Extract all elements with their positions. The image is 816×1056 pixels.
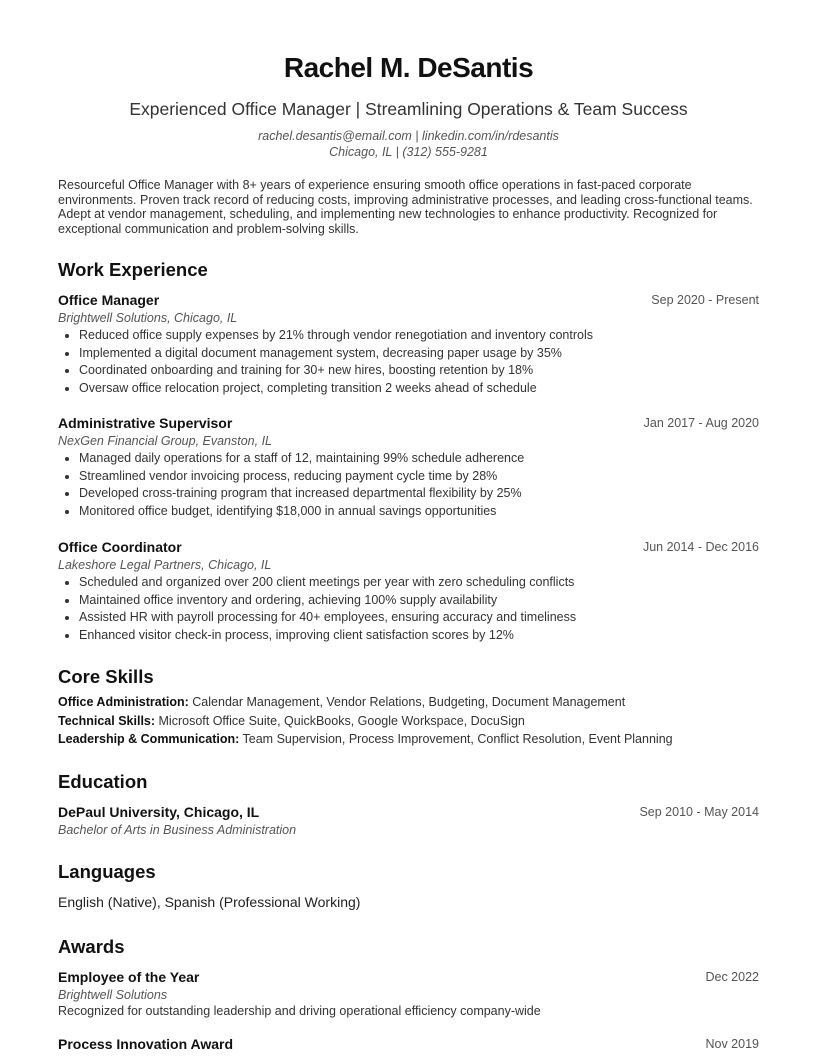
education-entry <box>58 804 759 839</box>
job-title: Administrative Supervisor <box>58 415 233 431</box>
award-title: Employee of the Year <box>58 969 200 985</box>
section-title-languages: Languages <box>58 861 156 882</box>
contact-line-location-phone: Chicago, IL | (312) 555-9281 <box>329 145 488 159</box>
skill-items: Team Supervision, Process Improvement, Conflict Resolution, Event Planning <box>242 732 673 746</box>
job-organization: Brightwell Solutions, Chicago, IL <box>58 311 238 325</box>
skill-items: Calendar Management, Vendor Relations, Budgeting, Document Management <box>192 695 626 709</box>
award-organization: Brightwell Solutions <box>58 988 168 1002</box>
list-item: • Streamlined vendor invoicing process, reducing payment cycle time by 28% <box>79 468 759 486</box>
list-item: • Enhanced visitor check-in process, improving client satisfaction scores by 12% <box>79 627 759 645</box>
skill-line-leadership-communication <box>58 732 673 746</box>
list-item: • Reduced office supply expenses by 21% through vendor renegotiation and inventory controls <box>79 327 759 345</box>
job-bullets <box>58 327 759 397</box>
contact-line-email-linkedin: rachel.desantis@email.com | linkedin.com/in/rdesantis <box>258 129 559 143</box>
job-dates: Jan 2017 - Aug 2020 <box>643 416 759 430</box>
award-title: Process Innovation Award <box>58 1036 234 1052</box>
award-date: Dec 2022 <box>705 970 759 984</box>
section-title-awards: Awards <box>58 936 125 957</box>
job-organization: Lakeshore Legal Partners, Chicago, IL <box>58 558 272 572</box>
candidate-name: Rachel M. DeSantis <box>283 52 534 83</box>
languages-text: English (Native), Spanish (Professional Working) <box>58 894 361 910</box>
job-entry-office-manager <box>58 292 759 397</box>
job-entry-administrative-supervisor <box>58 415 759 520</box>
list-item: • Coordinated onboarding and training for 30+ new hires, boosting retention by 18% <box>79 362 759 380</box>
list-item: • Monitored office budget, identifying $18,000 in annual savings opportunities <box>79 503 759 521</box>
section-title-work-experience: Work Experience <box>58 259 208 280</box>
skill-category: Technical Skills: <box>58 714 156 728</box>
section-title-education: Education <box>58 771 148 792</box>
skill-line-technical-skills <box>58 714 525 728</box>
education-dates: Sep 2010 - May 2014 <box>639 805 759 819</box>
skill-line-office-administration <box>58 695 625 709</box>
list-item: • Scheduled and organized over 200 client meetings per year with zero scheduling conflicts <box>79 574 759 592</box>
job-title: Office Coordinator <box>58 539 182 555</box>
job-bullets <box>58 574 759 644</box>
award-entry-process-innovation <box>58 1036 759 1054</box>
job-entry-office-coordinator <box>58 539 759 644</box>
list-item: • Assisted HR with payroll processing for 40+ employees, ensuring accuracy and timeliness <box>79 609 759 627</box>
list-item: • Oversaw office relocation project, completing transition 2 weeks ahead of schedule <box>79 380 759 398</box>
list-item: • Implemented a digital document management system, decreasing paper usage by 35% <box>79 345 759 363</box>
school-name: DePaul University, Chicago, IL <box>58 804 260 820</box>
job-bullets <box>58 450 759 520</box>
job-dates: Sep 2020 - Present <box>651 293 759 307</box>
award-entry-employee-of-the-year <box>58 969 759 1019</box>
skill-category: Office Administration: <box>58 695 189 709</box>
headline: Experienced Office Manager | Streamlining Operations & Team Success <box>129 99 688 119</box>
award-date: Nov 2019 <box>705 1037 759 1051</box>
job-organization: NexGen Financial Group, Evanston, IL <box>58 434 273 448</box>
job-title: Office Manager <box>58 292 160 308</box>
degree: Bachelor of Arts in Business Administration <box>58 823 297 837</box>
section-title-core-skills: Core Skills <box>58 666 154 687</box>
list-item: • Managed daily operations for a staff of 12, maintaining 99% schedule adherence <box>79 450 759 468</box>
job-dates: Jun 2014 - Dec 2016 <box>642 540 759 554</box>
list-item: • Developed cross-training program that increased departmental flexibility by 25% <box>79 485 759 503</box>
skill-items: Microsoft Office Suite, QuickBooks, Google Workspace, DocuSign <box>158 714 525 728</box>
professional-summary: Resourceful Office Manager with 8+ years of experience ensuring smooth office operations in fast-paced corporate environments. Proven track record of reducing costs, improving administrative processes, and leading cross-functional teams. Adept at vendor management, scheduling, and implementing new technologies to enhance productivity. Recognized for exceptional communication and problem-solving skills. <box>58 178 753 236</box>
skill-category: Leadership & Communication: <box>58 732 240 746</box>
award-description: Recognized for outstanding leadership and driving operational efficiency company-wide <box>58 1004 541 1018</box>
list-item: • Maintained office inventory and ordering, achieving 100% supply availability <box>79 592 759 610</box>
